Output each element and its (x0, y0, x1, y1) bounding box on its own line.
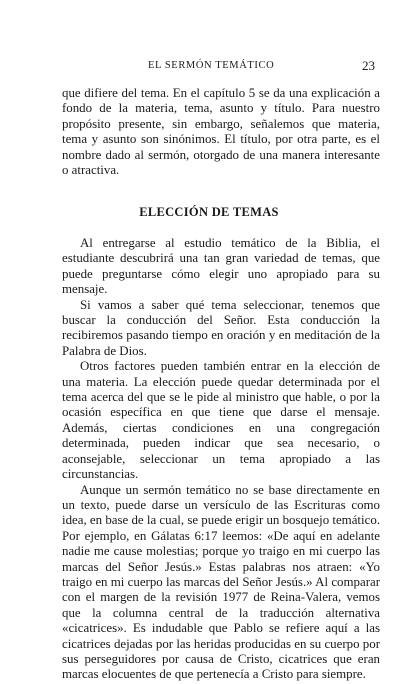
paragraph: Al entregarse al estudio temático de la Biblia, el estudiante descubrirá una tan gran variedad de temas, que puede preguntarse cómo elegir uno apropiado para su mensaje. (62, 236, 380, 297)
paragraph: Si vamos a saber qué tema seleccionar, tenemos que buscar la conducción del Señor. Esta conducción la recibiremos pasando tiempo en oración y en meditación de la Palabra de Dios. (62, 297, 380, 358)
section-heading: ELECCIÓN DE TEMAS (139, 205, 279, 219)
page-number: 23 (362, 58, 375, 73)
intro-block (62, 86, 380, 178)
running-title: EL SERMÓN TEMÁTICO (148, 60, 275, 71)
paragraph: Aunque un sermón temático no se base directamente en un texto, puede darse un versículo de las Escrituras como idea, en base de la cual, se puede erigir un bosquejo temático. Por ejemplo, en Gálatas 6:17 leemos: «De aquí en adelante nadie me cause molestias; porque yo traigo en mi cuerpo las marcas del Señor Jesús.» Estas palabras nos atraen: «Yo traigo en mi cuerpo las marcas del Señor Jesús.» Al comparar con el margen de la revisión 1977 de Reina-Valera, vemos que la columna central de la traducción alternativa «cicatrices». Es indudable que Pablo se refiere aquí a las cicatrices dejadas por las heridas producidas en su cuerpo por sus perseguidores por causa de Cristo, cicatrices que eran marcas elocuentes de que pertenecía a Cristo para siempre. (62, 482, 380, 682)
section-body (62, 236, 380, 683)
intro-paragraph: que difiere del tema. En el capítulo 5 se da una explicación a fondo de la materia, tema, asunto y título. Para nuestro propósito presente, sin embargo, señalemos que materia, tema y asunto son sinónimos. El título, por otra parte, es el nombre dado al sermón, otorgado de una manera interesante o atractiva. (62, 86, 380, 178)
paragraph: Otros factores pueden también entrar en la elección de una materia. La elección puede quedar determinada por el tema acerca del que se le pide al ministro que hable, o por la ocasión específica en que tiene que darse el mensaje. Además, ciertas condiciones en una congregación determinada, pueden indicar que sea necesario, o aconsejable, seleccionar un tema apropiado a las circunstancias. (62, 359, 380, 482)
